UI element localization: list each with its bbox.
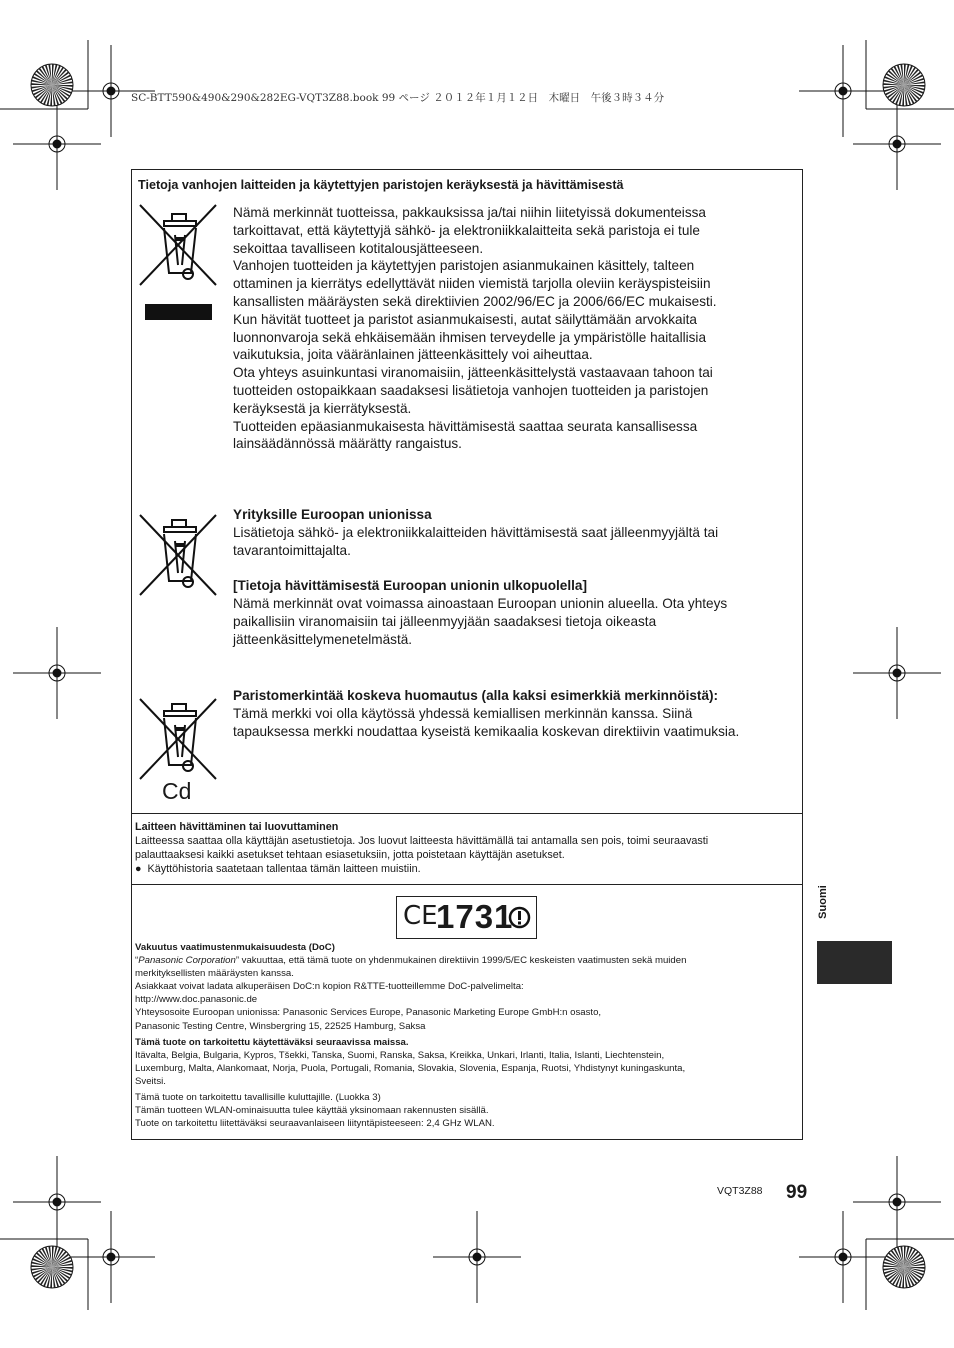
ce-notified-body-number: 1731 — [436, 898, 514, 935]
page-number: 99 — [786, 1182, 808, 1203]
sunburst-mark — [31, 64, 73, 106]
countries-section: Tämä tuote on tarkoitettu käytettäväksi seuraavissa maissa. Itävalta, Belgia, Bulgaria, Kypros, Tšekki, Tanska, Suomi, Ranska, Saksa, Kreikka, Unkari, Irlanti, Italia, Islanti, Liechtenstein, Luxemburg, Malta, Alankomaat, Norja, Puola, Portugali, Romania, Slovakia, Slovenia, Espanja, Ruotsi, Yhdistynyt kuningaskunta, Sveitsi. — [135, 1037, 686, 1088]
sunburst-mark — [883, 64, 925, 106]
crossed-bin-icon — [138, 513, 220, 597]
disposal-section: Laitteen hävittäminen tai luovuttaminen Laitteessa saattaa olla käyttäjän asetustietoja. Jos luovut laitteesta hävittämällä tai antamalla sen pois, toimi seuraavasti palauttaaksesi kaikki asetukset tehtaan esiasetuksiin, jotta poistetaan käyttäjän asetukset. ● Käyttöhistoria saatetaan tallentaa tämän laitteen muistiin. — [135, 821, 709, 875]
bullet-icon: ● — [135, 863, 148, 875]
crossed-bin-icon — [138, 203, 220, 287]
weee-title: Tietoja vanhojen laitteiden ja käytettyjen paristojen keräyksestä ja hävittämisestä — [138, 178, 624, 192]
ce-mark-icon: CE — [403, 901, 438, 931]
sunburst-mark — [883, 1246, 925, 1288]
section-divider — [131, 813, 802, 814]
sunburst-mark — [31, 1246, 73, 1288]
cadmium-label: Cd — [162, 778, 192, 804]
weee-text: Nämä merkinnät tuotteissa, pakkauksissa ja/tai niihin liitetyissä dokumenteissa tarkoittavat, että käytettyjä sähkö- ja elektroniikkalaitteita sekä paristoja ei tule sekoittaa tavalliseen kotitalousjätteeseen. Vanhojen tuotteiden ja käytettyjen paristojen asianmukainen käsittely, talteen ottaminen ja kierrätys edellyttävät niiden viemistä tarjolla oleviin keräyspisteisiin kansallisten määräysten sekä direktiivien 2002/96/EC ja 2006/66/EC mukaisesti. Kun hävität tuotteet ja paristot asianmukaisesti, autat säilyttämään arvokkaita luonnonvaroja sekä ehkäisemään ihmisen terveydelle ja ympäristölle haitallisia vaikutuksia, joita vääränlainen jätteenkäsittely voi aiheuttaa. Ota yhteys asuinkuntasi viranomaisiin, jätteenkäsittelystä vastaavaan tahoon tai tuotteiden ostopaikkaan saadaksesi lisätietoja vanhojen tuotteiden ja paristojen keräyksestä ja kierrätyksestä. Tuotteiden epäasianmukaisesta hävittämisestä saattaa seurata kansallisessa lainsäädännössä määrätty rangaistus. — [233, 205, 717, 452]
language-tab-marker — [817, 941, 892, 984]
crossed-bin-icon — [138, 697, 220, 781]
print-header-line: SC-BTT590&490&290&282EG-VQT3Z88.book 99 ページ ２０１２年１月１２日 木曜日 午後３時３４分 — [131, 92, 665, 104]
usage-section: Tämä tuote on tarkoitettu tavallisille kuluttajille. (Luokka 3) Tämän tuotteen WLAN-ominaisuutta tulee käyttää yksinomaan rakennusten sisällä. Tuote on tarkoitettu liitettäväksi seuraavanlaiseen liityntäpisteeseen: 2,4 GHz WLAN. — [135, 1092, 495, 1130]
weee-black-bar — [145, 304, 212, 320]
business-text: Yrityksille Euroopan unionissa Lisätietoja sähkö- ja elektroniikkalaitteiden hävittämisestä saat jälleenmyyjältä tai tavarantoimittajalta. [Tietoja hävittämisestä Euroopan unionin ulkopuolella] Nämä merkinnät ovat voimassa ainoastaan Euroopan unionin alueella. Ota yhteys paikallisiin viranomaisiin tai jälleenmyyjään saadaksesi tietoja oikeasta jätteenkäsittelymenetelmästä. — [233, 507, 728, 647]
language-tab-label: Suomi — [816, 885, 829, 919]
document-code: VQT3Z88 — [717, 1185, 763, 1197]
battery-text: Paristomerkintää koskeva huomautus (alla kaksi esimerkkiä merkinnöistä): Tämä merkki voi olla käytössä yhdessä kemiallisen merkinnän kanssa. Siinä tapauksessa merkki noudattaa kyseistä kemikaalia koskevan direktiivin vaatimuksia. — [233, 688, 740, 739]
section-divider — [131, 884, 802, 885]
alert-circle-icon — [508, 906, 531, 929]
doc-section: Vakuutus vaatimustenmukaisuudesta (DoC) “Panasonic Corporation” vakuuttaa, että tämä tuote on yhdenmukainen direktiivin 1999/5/EC keskeisten vaatimusten sekä muiden merkityksellisten määräysten kanssa. Asiakkaat voivat ladata alkuperäisen DoC:n kopion R&TTE-tuotteillemme DoC-palvelimelta: http://www.doc.panasonic.de Yhteysosoite Euroopan unionissa: Panasonic Services Europe, Panasonic Marketing Europe GmbH:n osasto, Panasonic Testing Centre, Winsbergring 15, 22525 Hamburg, Saksa — [135, 942, 687, 1032]
